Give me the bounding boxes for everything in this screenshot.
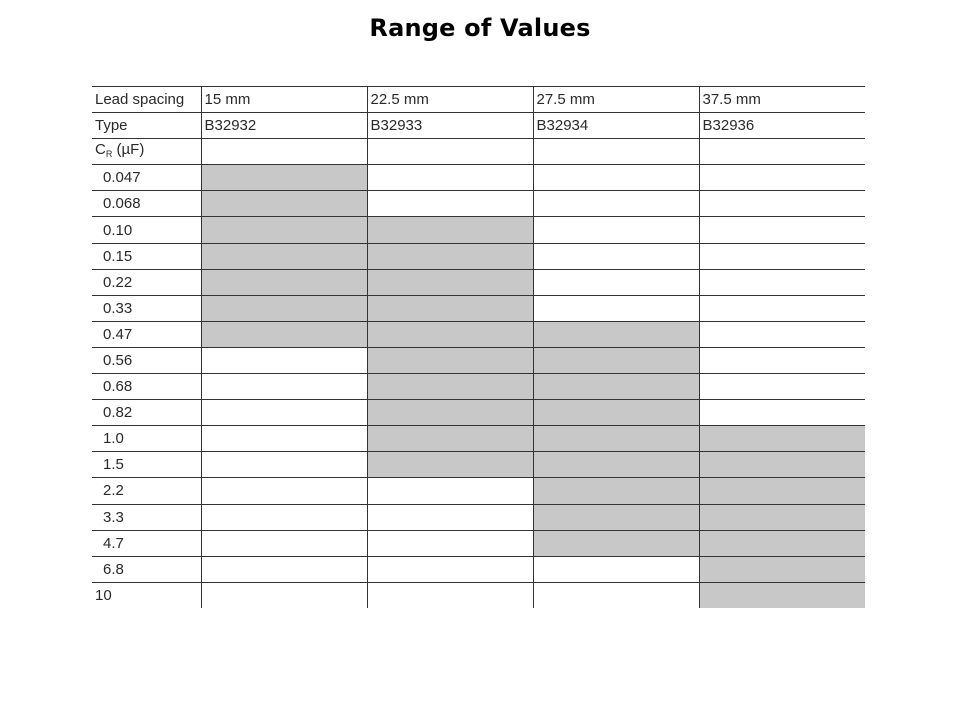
available-cell xyxy=(367,321,533,347)
type-label: Type xyxy=(92,113,201,139)
table-cell xyxy=(201,530,367,556)
table-cell xyxy=(699,217,865,243)
table-cell xyxy=(699,191,865,217)
capacitance-value: 10 xyxy=(92,582,201,608)
capacitance-row xyxy=(92,504,865,530)
capacitance-unit: (µF) xyxy=(116,140,145,158)
capacitance-value: 0.22 xyxy=(92,269,201,295)
capacitance-row xyxy=(92,478,865,504)
capacitance-value: 0.068 xyxy=(92,191,201,217)
capacitance-value: 6.8 xyxy=(92,556,201,582)
available-cell xyxy=(699,504,865,530)
available-cell xyxy=(367,243,533,269)
available-cell xyxy=(201,165,367,191)
type-b32932: B32932 xyxy=(201,113,367,139)
capacitance-value: 1.0 xyxy=(92,426,201,452)
capacitance-value: 1.5 xyxy=(92,452,201,478)
table-cell xyxy=(533,295,699,321)
table-cell xyxy=(367,191,533,217)
available-cell xyxy=(699,556,865,582)
capacitance-row xyxy=(92,321,865,347)
available-cell xyxy=(201,243,367,269)
capacitance-row xyxy=(92,582,865,608)
type-b32936: B32936 xyxy=(699,113,865,139)
available-cell xyxy=(533,452,699,478)
table-cell xyxy=(533,582,699,608)
capacitance-row xyxy=(92,426,865,452)
capacitance-row xyxy=(92,556,865,582)
table-cell xyxy=(367,478,533,504)
range-of-values-table xyxy=(92,86,865,608)
capacitance-row xyxy=(92,400,865,426)
available-cell xyxy=(367,374,533,400)
table-cell xyxy=(201,556,367,582)
table-cell xyxy=(201,347,367,373)
table-cell xyxy=(699,321,865,347)
capacitance-row xyxy=(92,165,865,191)
type-b32933: B32933 xyxy=(367,113,533,139)
available-cell xyxy=(367,295,533,321)
available-cell xyxy=(201,295,367,321)
table-cell xyxy=(367,165,533,191)
capacitance-row xyxy=(92,243,865,269)
available-cell xyxy=(699,452,865,478)
capacitance-value: 0.47 xyxy=(92,321,201,347)
available-cell xyxy=(533,400,699,426)
available-cell xyxy=(367,426,533,452)
capacitance-value: 0.047 xyxy=(92,165,201,191)
table-cell xyxy=(533,139,699,165)
table-cell xyxy=(201,426,367,452)
table-cell xyxy=(699,165,865,191)
table-cell xyxy=(201,452,367,478)
available-cell xyxy=(533,321,699,347)
capacitance-row xyxy=(92,269,865,295)
lead-spacing-label: Lead spacing xyxy=(92,87,201,113)
table-cell xyxy=(699,374,865,400)
available-cell xyxy=(367,217,533,243)
available-cell xyxy=(367,452,533,478)
type-row xyxy=(92,113,865,139)
capacitance-row xyxy=(92,452,865,478)
table-cell xyxy=(201,400,367,426)
capacitance-row xyxy=(92,374,865,400)
table-cell xyxy=(367,530,533,556)
lead-spacing-15mm: 15 mm xyxy=(201,87,367,113)
table-cell xyxy=(699,295,865,321)
available-cell xyxy=(533,426,699,452)
table-cell xyxy=(367,504,533,530)
available-cell xyxy=(201,321,367,347)
available-cell xyxy=(533,347,699,373)
capacitance-row xyxy=(92,295,865,321)
capacitance-value: 0.33 xyxy=(92,295,201,321)
available-cell xyxy=(201,191,367,217)
capacitance-value: 2.2 xyxy=(92,478,201,504)
capacitance-header xyxy=(92,139,201,165)
table-cell xyxy=(699,347,865,373)
available-cell xyxy=(533,478,699,504)
table-cell xyxy=(533,556,699,582)
capacitance-value: 0.82 xyxy=(92,400,201,426)
capacitance-value: 0.10 xyxy=(92,217,201,243)
table-cell xyxy=(367,582,533,608)
capacitance-value: 4.7 xyxy=(92,530,201,556)
capacitance-subscript: R xyxy=(105,148,113,159)
page-title: Range of Values xyxy=(369,14,591,42)
table-cell xyxy=(533,217,699,243)
lead-spacing-27-5mm: 27.5 mm xyxy=(533,87,699,113)
capacitance-value: 0.15 xyxy=(92,243,201,269)
table-cell xyxy=(699,243,865,269)
available-cell xyxy=(699,530,865,556)
capacitance-row xyxy=(92,217,865,243)
capacitance-row xyxy=(92,191,865,217)
table-cell xyxy=(367,139,533,165)
available-cell xyxy=(367,347,533,373)
lead-spacing-row xyxy=(92,87,865,113)
table-cell xyxy=(201,504,367,530)
lead-spacing-22-5mm: 22.5 mm xyxy=(367,87,533,113)
table-cell xyxy=(533,191,699,217)
table-cell xyxy=(533,269,699,295)
capacitance-value: 0.56 xyxy=(92,347,201,373)
available-cell xyxy=(533,374,699,400)
capacitance-header-row xyxy=(92,139,865,165)
available-cell xyxy=(201,217,367,243)
available-cell xyxy=(533,530,699,556)
table-cell xyxy=(201,139,367,165)
available-cell xyxy=(699,582,865,608)
table-cell xyxy=(201,582,367,608)
lead-spacing-37-5mm: 37.5 mm xyxy=(699,87,865,113)
available-cell xyxy=(367,269,533,295)
capacitance-value: 0.68 xyxy=(92,374,201,400)
table-cell xyxy=(699,269,865,295)
available-cell xyxy=(201,269,367,295)
capacitance-symbol: C xyxy=(95,140,106,158)
table-cell xyxy=(367,556,533,582)
available-cell xyxy=(699,478,865,504)
available-cell xyxy=(699,426,865,452)
capacitance-row xyxy=(92,530,865,556)
table-cell xyxy=(533,165,699,191)
table-cell xyxy=(699,400,865,426)
available-cell xyxy=(533,504,699,530)
capacitance-row xyxy=(92,347,865,373)
table-cell xyxy=(699,139,865,165)
table-cell xyxy=(533,243,699,269)
capacitance-value: 3.3 xyxy=(92,504,201,530)
type-b32934: B32934 xyxy=(533,113,699,139)
table-cell xyxy=(201,374,367,400)
available-cell xyxy=(367,400,533,426)
table-cell xyxy=(201,478,367,504)
